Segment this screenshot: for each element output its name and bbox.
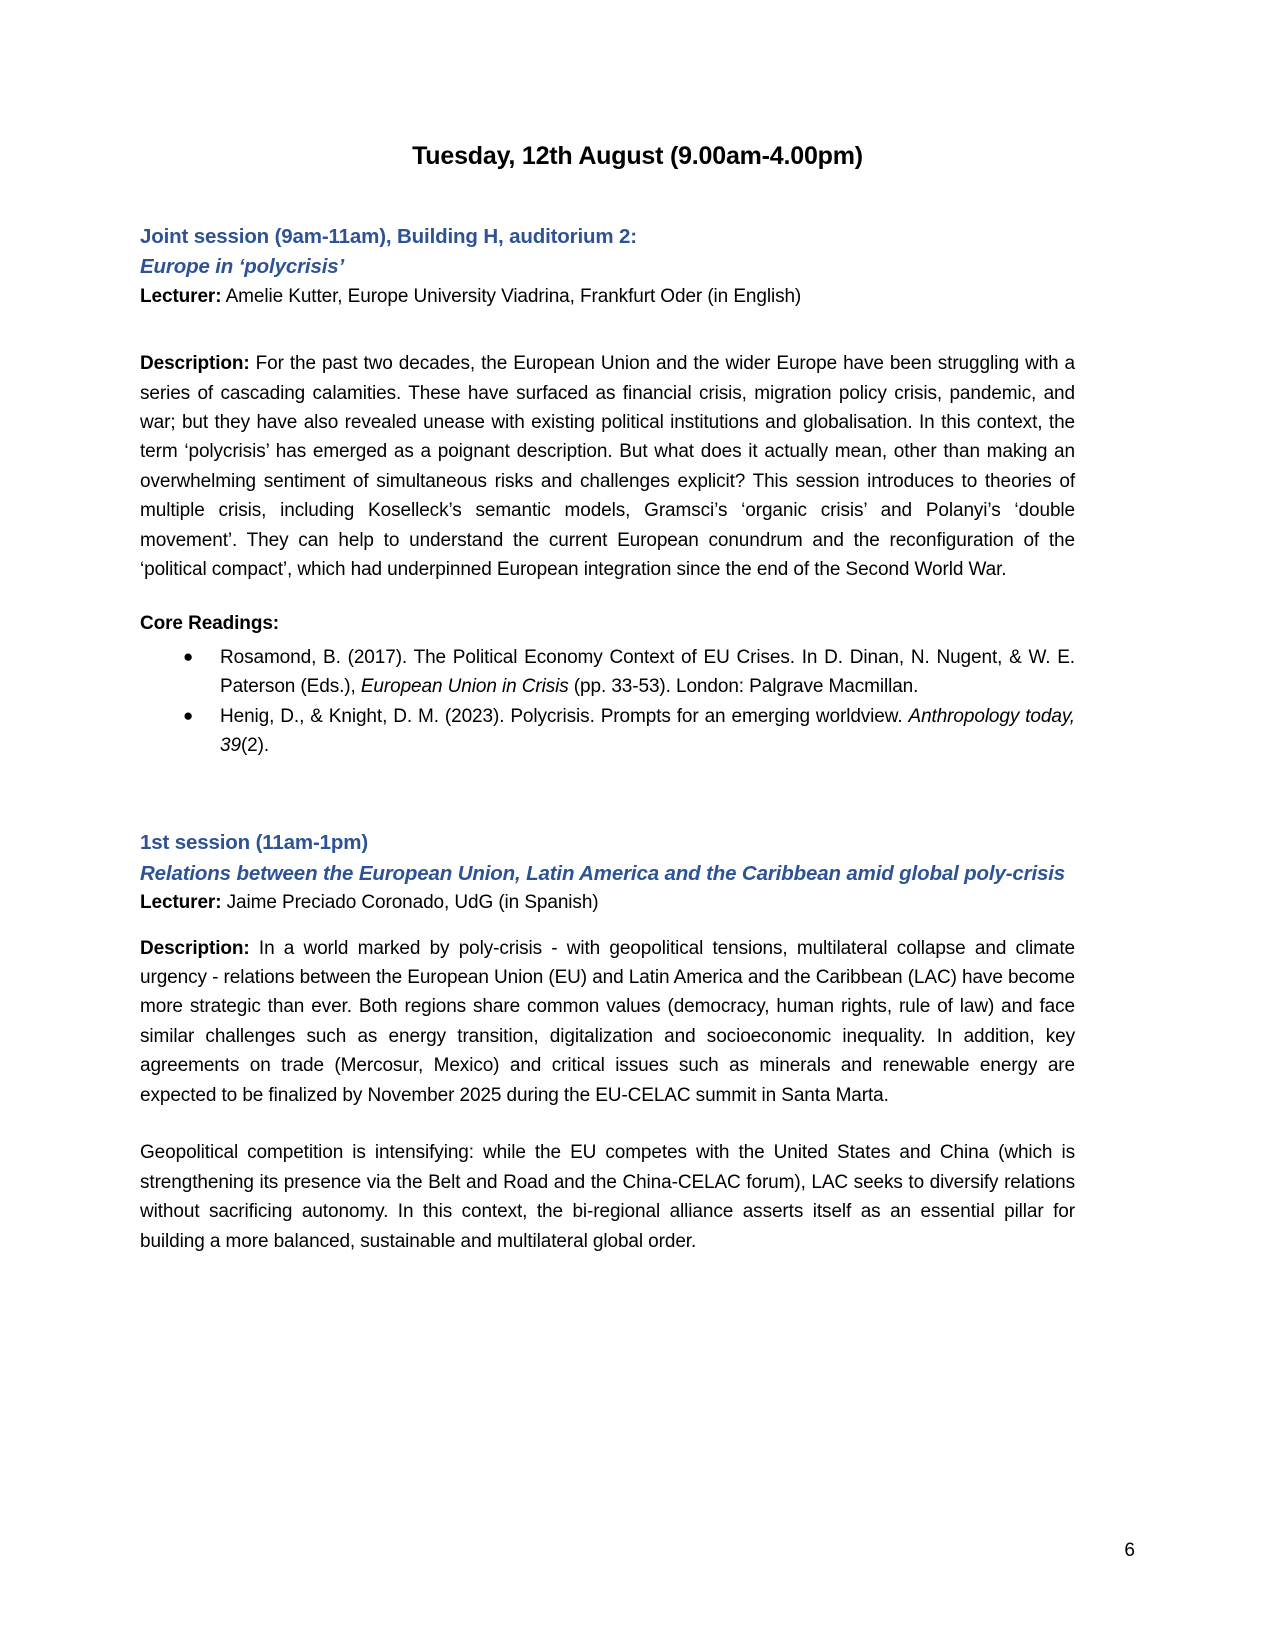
reading-text-part2: (pp. 33-53). London: Palgrave Macmillan. <box>568 676 919 698</box>
session-block-joint <box>140 222 1075 760</box>
lecturer-line-first <box>140 889 1075 918</box>
list-item <box>140 702 1075 761</box>
session-block-first <box>140 828 1075 1256</box>
description-value: For the past two decades, the European Union and the wider Europe have been struggling with a series of cascading calamities. These have surfaced as financial crisis, migration policy crisis, pandemic, and war; but they have also revealed unease with existing political institutions and globalisation. In this context, the term ‘polycrisis’ has emerged as a poignant description. But what does it actually mean, other than making an overwhelming sentiment of simultaneous risks and challenges explicit? This session introduces to theories of multiple crisis, including Koselleck’s semantic models, Gramsci’s ‘organic crisis’ and Polanyi’s ‘double movement’. They can help to understand the current European conundrum and the reconfiguration of the ‘political compact’, which had underpinned European integration since the end of the Second World War. <box>140 353 1075 581</box>
core-readings-label: Core Readings: <box>140 612 280 634</box>
session-title-joint: Europe in ‘polycrisis’ <box>140 255 345 279</box>
lecturer-label: Lecturer: <box>140 892 222 914</box>
bullet-icon: ● <box>183 646 194 666</box>
core-readings-list <box>140 643 1075 761</box>
page-title: Tuesday, 12th August (9.00am-4.00pm) <box>412 142 863 170</box>
description-paragraph-first <box>140 934 1075 1111</box>
lecturer-value: Amelie Kutter, Europe University Viadrina, Frankfurt Oder (in English) <box>221 285 802 307</box>
description-paragraph-joint <box>140 349 1075 585</box>
reading-text-part1: Henig, D., & Knight, D. M. (2023). Polycrisis. Prompts for an emerging worldview. <box>220 705 909 727</box>
lecturer-line-joint <box>140 283 1075 312</box>
session-heading-joint: Joint session (9am-11am), Building H, auditorium 2: <box>140 225 637 248</box>
bullet-icon: ● <box>183 705 194 725</box>
reading-text-part2: (2). <box>240 734 270 756</box>
reading-text-part1: Rosamond, B. (2017). The Political Economy Context of EU Crises. In D. Dinan, N. Nugent, & W. E. Paterson (Eds.), <box>220 646 1075 698</box>
page-number: 6 <box>1124 1540 1135 1561</box>
lecturer-label: Lecturer: <box>140 285 222 307</box>
description-label: Description: <box>140 353 250 375</box>
session-title-first: Relations between the European Union, Latin America and the Caribbean amid global poly-crisis <box>140 861 1066 885</box>
reading-title-italic: European Union in Crisis <box>360 676 569 698</box>
document-body <box>140 222 1075 1256</box>
list-item <box>140 643 1075 702</box>
description-label: Description: <box>140 937 250 959</box>
description-value: In a world marked by poly-crisis - with geopolitical tensions, multilateral collapse and climate urgency - relations between the European Union (EU) and Latin America and the Caribbean (LAC) have become more strategic than ever. Both regions share common values (democracy, human rights, rule of law) and face similar challenges such as energy transition, digitalization and socioeconomic inequality. In addition, key agreements on trade (Mercosur, Mexico) and critical issues such as minerals and renewable energy are expected to be finalized by November 2025 during the EU-CELAC summit in Santa Marta. <box>140 937 1075 1106</box>
session-heading-first: 1st session (11am-1pm) <box>140 831 368 855</box>
reading-title-italic: Anthropology today, 39 <box>220 705 1075 756</box>
geopolitical-paragraph: Geopolitical competition is intensifying: while the EU competes with the United States and China (which is strengthening its presence via the Belt and Road and the China-CELAC forum), LAC seeks to diversify relations without sacrificing autonomy. In this context, the bi-regional alliance asserts itself as an essential pillar for building a more balanced, sustainable and multilateral global order. <box>140 1142 1075 1252</box>
lecturer-value: Jaime Preciado Coronado, UdG (in Spanish) <box>221 892 599 914</box>
